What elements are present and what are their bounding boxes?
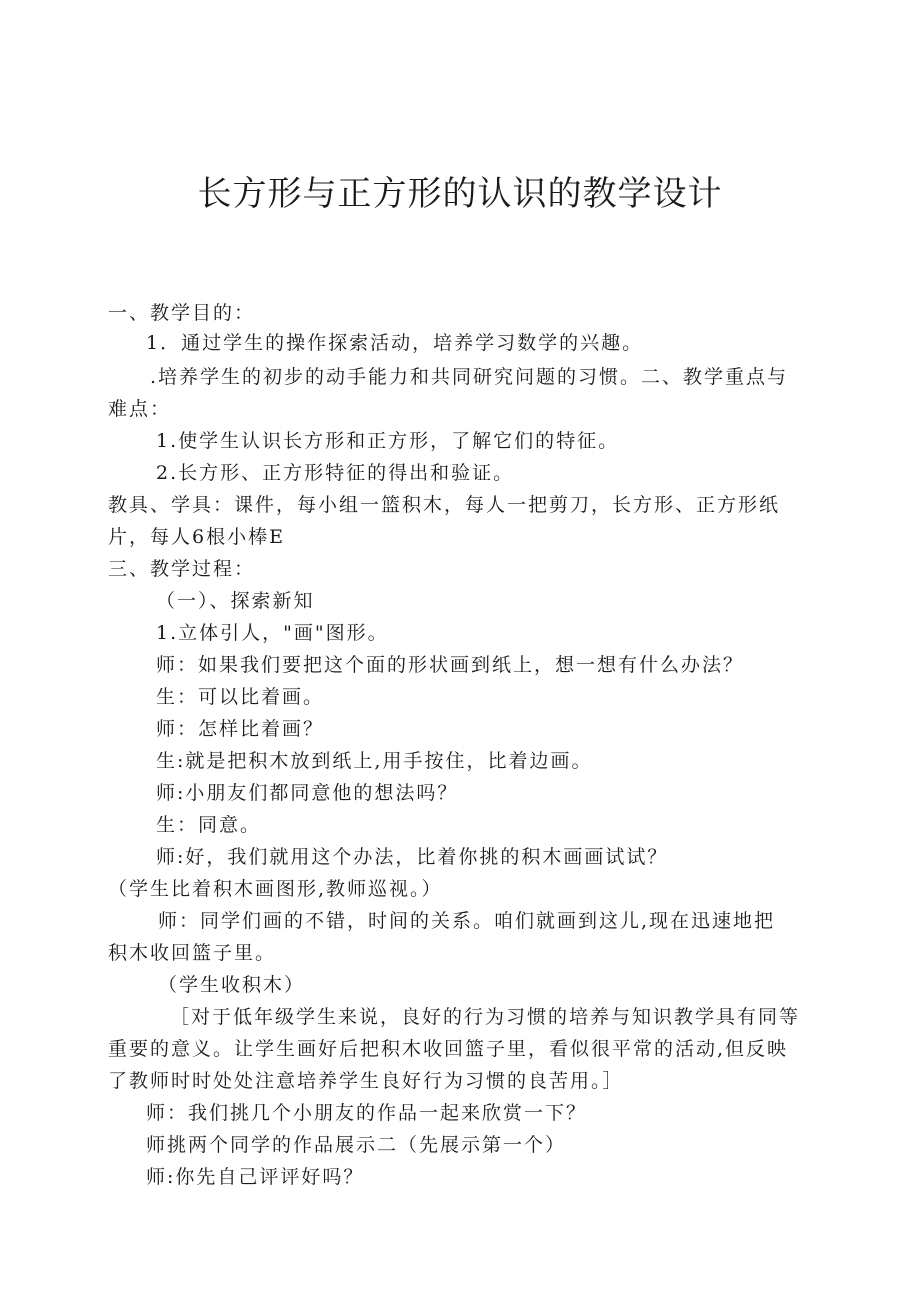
text-line: 1.使学生认识长方形和正方形，了解它们的特征。 <box>156 430 620 452</box>
section-heading-objectives: 一、教学目的： <box>108 302 256 324</box>
text-line: 难点： <box>108 398 172 420</box>
text-line: 1.立体引人，"画"图形。 <box>156 622 389 644</box>
dialogue-line: 师：如果我们要把这个面的形状画到纸上，想一想有什么办法？ <box>156 654 745 676</box>
text-line: 教具、学具：课件，每小组一篮积木，每人一把剪刀，长方形、正方形纸 <box>108 494 781 516</box>
text-line: 片，每人6根小棒E <box>108 526 285 548</box>
commentary-line: 重要的意义。让学生画好后把积木收回篮子里，看似很平常的活动,但反映 <box>108 1038 789 1060</box>
dialogue-line: 生：同意。 <box>156 814 262 836</box>
dialogue-line: 师:小朋友们都同意他的想法吗？ <box>156 782 459 804</box>
text-line: .培养学生的初步的动手能力和共同研究问题的习惯。二、教学重点与 <box>150 366 789 388</box>
commentary-line: ［对于低年级学生来说，良好的行为习惯的培养与知识教学具有同等 <box>170 1006 801 1028</box>
text-line: 2.长方形、正方形特征的得出和验证。 <box>156 462 515 484</box>
text-line: （学生比着积木画图形,教师巡视。） <box>108 878 443 900</box>
text-line: 师挑两个同学的作品展示二（先展示第一个） <box>146 1134 567 1156</box>
section-heading-process: 三、教学过程： <box>108 558 256 580</box>
dialogue-line: 生:就是把积木放到纸上,用手按住，比着边画。 <box>156 750 593 772</box>
dialogue-line: 师:你先自己评评好吗？ <box>146 1166 365 1188</box>
text-line: （学生收积木） <box>158 974 306 996</box>
dialogue-line: 师：我们挑几个小朋友的作品一起来欣赏一下？ <box>146 1102 588 1124</box>
dialogue-line: 生：可以比着画。 <box>156 686 325 708</box>
dialogue-line: 师:好，我们就用这个办法，比着你挑的积木画画试试？ <box>156 846 669 868</box>
subsection-heading: （一）、探索新知 <box>156 590 315 612</box>
text-line: 积木收回篮子里。 <box>108 942 277 964</box>
dialogue-line: 师：同学们画的不错，时间的关系。咱们就画到这儿,现在迅速地把 <box>158 910 776 932</box>
text-line: 1．通过学生的操作探索活动，培养学习数学的兴趣。 <box>146 332 644 354</box>
dialogue-line: 师：怎样比着画？ <box>156 718 325 740</box>
commentary-line: 了教师时时处处注意培养学生良好行为习惯的良苦用。］ <box>108 1070 624 1092</box>
document-title: 长方形与正方形的认识的教学设计 <box>197 174 723 214</box>
